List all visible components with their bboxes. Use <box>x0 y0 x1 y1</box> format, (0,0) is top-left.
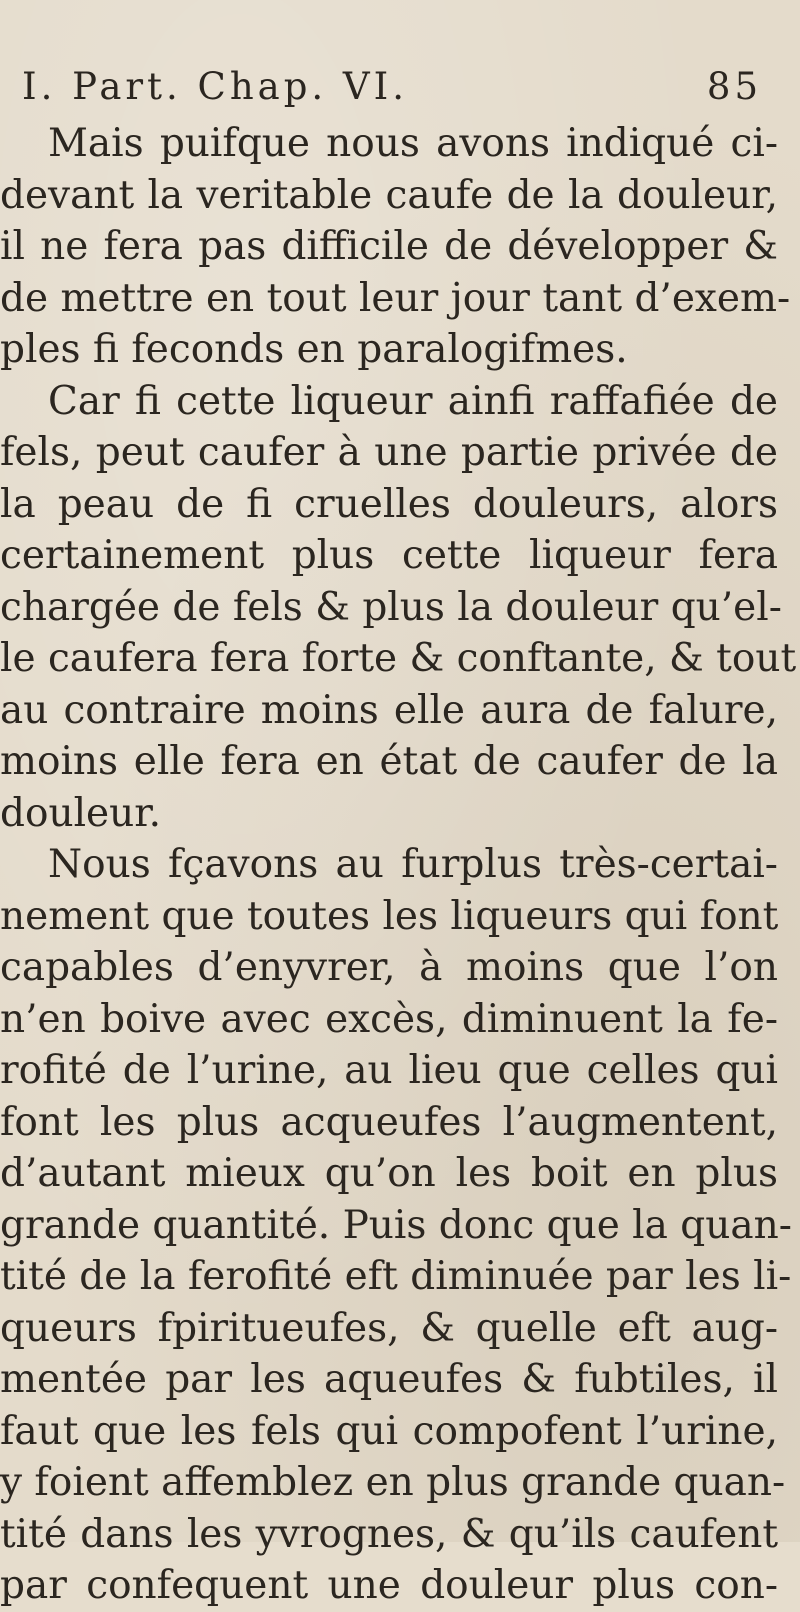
text-line: Mais puifque nous avons indiqué ci- <box>48 121 778 166</box>
body-text <box>0 118 800 1612</box>
text-line: devant la veritable caufe de la douleur, <box>0 172 778 218</box>
text-line: tité de la ferofité eft diminuée par les li- <box>0 1254 792 1299</box>
text-line: Nous fçavons au furplus très-certai- <box>48 842 778 887</box>
running-header <box>22 65 762 117</box>
text-line: y foient affemblez en plus grande quan- <box>0 1460 786 1505</box>
text-line: queurs fpiritueufes, & quelle eft aug- <box>0 1305 778 1351</box>
page-number: 85 <box>706 65 762 108</box>
text-line: ples fi feconds en paralogifmes. <box>0 327 628 372</box>
running-title: I. Part. Chap. VI. <box>22 65 409 108</box>
text-line: faut que les fels qui compofent l’urine, <box>0 1408 778 1454</box>
text-line: chargée de fels & plus la douleur qu’el- <box>0 584 782 630</box>
text-line: Car fi cette liqueur ainfi raffafiée de <box>48 378 778 424</box>
text-line: de mettre en tout leur jour tant d’exem- <box>0 275 791 321</box>
text-line: grande quantité. Puis donc que la quan- <box>0 1202 792 1248</box>
text-line: mentée par les aqueufes & fubtiles, il <box>0 1357 778 1402</box>
text-line: n’en boive avec excès, diminuent la fe- <box>0 996 778 1042</box>
text-line: moins elle fera en état de caufer de la <box>0 739 778 784</box>
text-line: certainement plus cette liqueur fera <box>0 533 778 578</box>
text-line: font les plus acqueufes l’augmentent, <box>0 1099 778 1145</box>
text-line: la peau de fi cruelles douleurs, alors <box>0 481 778 527</box>
text-line: fels, peut caufer à une partie privée de <box>0 430 778 475</box>
text-line: le caufera fera forte & conftante, & tout <box>0 636 797 681</box>
text-line: au contraire moins elle aura de falure, <box>0 687 778 733</box>
text-line: d’autant mieux qu’on les boit en plus <box>0 1151 778 1196</box>
text-line: rofité de l’urine, au lieu que celles qui <box>0 1048 778 1093</box>
text-line: il ne fera pas difficile de développer & <box>0 224 778 269</box>
text-line: par confequent une douleur plus con- <box>0 1563 778 1608</box>
text-line: nement que toutes les liqueurs qui font <box>0 893 779 939</box>
text-line: capables d’enyvrer, à moins que l’on <box>0 945 778 990</box>
text-line: tité dans les yvrognes, & qu’ils caufent <box>0 1511 778 1557</box>
text-line: douleur. <box>0 790 161 836</box>
